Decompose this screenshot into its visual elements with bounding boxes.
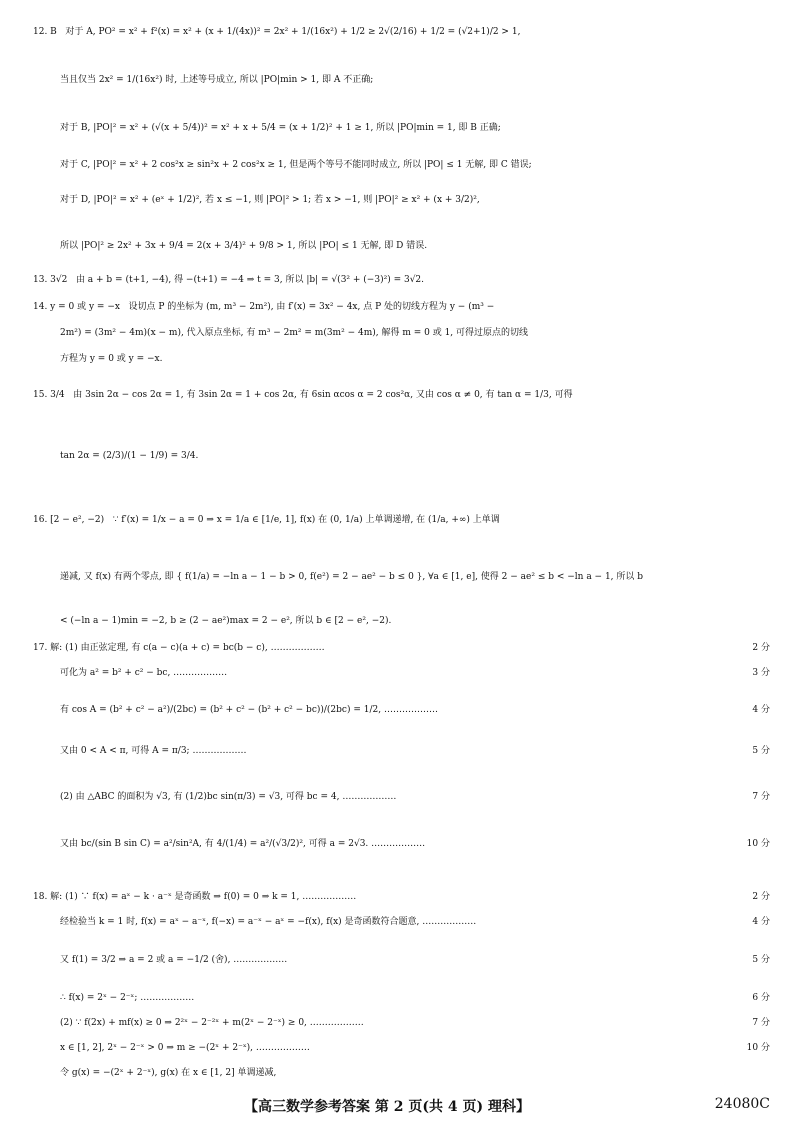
answer-text: < (−ln a − 1)min = −2, b ≥ (2 − ae²)max = 2 − e², 所以 b ∈ [2 − e², −2). xyxy=(60,616,392,626)
scored-line-q18d xyxy=(60,988,800,1008)
answer-line-q14c xyxy=(60,349,800,369)
answer-line-q13 xyxy=(33,270,800,290)
answer-line-q12b xyxy=(60,70,800,90)
score-points: 2 分 xyxy=(752,892,770,902)
answer-line-q15a xyxy=(33,385,800,405)
answer-line-q14a xyxy=(33,297,800,317)
scored-line-q18g xyxy=(60,1063,800,1083)
answer-text: 又由 bc/(sin B sin C) = a²/sin²A, 有 4/(1/4) = a²/(√3/2)², 可得 a = 2√3. xyxy=(60,839,369,849)
scored-line-q17e xyxy=(60,787,800,807)
answer-text: 可化为 a² = b² + c² − bc, xyxy=(60,668,171,678)
answer-text: 所以 |PO|² ≥ 2x² + 3x + 9/4 = 2(x + 3/4)² + 9/8 > 1, 所以 |PO| ≤ 1 无解, 即 D 错误. xyxy=(60,241,428,251)
answer-text: 14. y = 0 或 y = −x 设切点 P 的坐标为 (m, m³ − 2m²), 由 f′(x) = 3x² − 4x, 点 P 处的切线方程为 y − (m³ − xyxy=(33,302,495,312)
leader-dots: ……………… xyxy=(230,955,288,965)
scored-line-q18f xyxy=(60,1038,800,1058)
answer-line-q12d xyxy=(60,155,800,175)
scored-line-q18c xyxy=(60,950,800,970)
answer-text: 有 cos A = (b² + c² − a²)/(2bc) = (b² + c² − (b² + c² − bc))/(2bc) = 1/2, xyxy=(60,705,382,715)
answer-line-q12a xyxy=(33,22,800,42)
score-points: 5 分 xyxy=(752,746,770,756)
answer-text: 17. 解: (1) 由正弦定理, 有 c(a − c)(a + c) = bc(b − c), xyxy=(33,643,268,653)
score-points: 4 分 xyxy=(752,917,770,927)
answer-text: 当且仅当 2x² = 1/(16x²) 时, 上述等号成立, 所以 |PO|min > 1, 即 A 不正确; xyxy=(60,75,374,85)
answer-text: 对于 D, |PO|² = x² + (eˣ + 1/2)², 若 x ≤ −1, 则 |PO|² > 1; 若 x > −1, 则 |PO|² ≥ x² + (x + 3/2)², xyxy=(60,195,480,205)
answer-text: (2) ∵ f(2x) + mf(x) ≥ 0 ⇒ 2²ˣ − 2⁻²ˣ + m(2ˣ − 2⁻ˣ) ≥ 0, xyxy=(60,1018,307,1028)
document-code: 24080C xyxy=(714,1096,770,1112)
answer-text: ∴ f(x) = 2ˣ − 2⁻ˣ; xyxy=(60,993,138,1003)
answer-text: 方程为 y = 0 或 y = −x. xyxy=(60,354,163,364)
scored-line-q17c xyxy=(60,700,800,720)
answer-line-q12c xyxy=(60,118,800,138)
answer-text: 对于 B, |PO|² = x² + (√(x + 5/4))² = x² + x + 5/4 = (x + 1/2)² + 1 ≥ 1, 所以 |PO|min = 1, 即 B 正确; xyxy=(60,123,501,133)
answer-text: 12. B 对于 A, PO² = x² + f²(x) = x² + (x + 1/(4x))² = 2x² + 1/(16x²) + 1/2 ≥ 2√(2/16) + 1/2 = (√2+1)/2 > 1, xyxy=(33,27,521,37)
footer-title: 【高三数学参考答案 第 2 页(共 4 页) 理科】 xyxy=(244,1099,530,1115)
answer-text: tan 2α = (2/3)/(1 − 1/9) = 3/4. xyxy=(60,451,199,461)
answer-text: 15. 3/4 由 3sin 2α − cos 2α = 1, 有 3sin 2α = 1 + cos 2α, 有 6sin αcos α = 2 cos²α, 又由 cos α ≠ 0, 有 tan α = 1/3, 可得 xyxy=(33,390,573,400)
leader-dots: ……………… xyxy=(189,746,247,756)
leader-dots: ……………… xyxy=(253,1043,310,1053)
scored-line-q17f xyxy=(60,834,800,854)
answer-line-q12f xyxy=(60,236,800,256)
score-points: 4 分 xyxy=(752,705,770,715)
answer-text: 16. [2 − e², −2) ∵ f′(x) = 1/x − a = 0 ⇒ x = 1/a ∈ [1/e, 1], f(x) 在 (0, 1/a) 上单调递增, 在 (1/a, +∞) 上单调 xyxy=(33,515,500,525)
scored-line-q17d xyxy=(60,741,800,761)
answer-text: 又 f(1) = 3/2 ⇒ a = 2 或 a = −1/2 (舍), xyxy=(60,955,231,965)
leader-dots: ……………… xyxy=(381,705,438,715)
answer-line-q16a xyxy=(33,510,800,530)
score-points: 10 分 xyxy=(746,839,770,849)
leader-dots: ……………… xyxy=(419,917,477,927)
score-points: 6 分 xyxy=(752,993,770,1003)
scored-line-q17b xyxy=(60,663,800,683)
leader-dots: ……………… xyxy=(170,668,228,678)
answer-text: 18. 解: (1) ∵ f(x) = aˣ − k · a⁻ˣ 是奇函数 ⇒ f(0) = 0 ⇒ k = 1, xyxy=(33,892,300,902)
leader-dots: ……………… xyxy=(339,792,397,802)
answer-text: x ∈ [1, 2], 2ˣ − 2⁻ˣ > 0 ⇒ m ≥ −(2ˣ + 2⁻ˣ), xyxy=(60,1043,254,1053)
answer-line-q16b xyxy=(60,567,800,587)
answer-line-q16c xyxy=(60,611,800,631)
answer-line-q12e xyxy=(60,190,800,210)
score-points: 3 分 xyxy=(752,668,770,678)
answer-text: 对于 C, |PO|² = x² + 2 cos²x ≥ sin²x + 2 cos²x ≥ 1, 但是两个等号不能同时成立, 所以 |PO| ≤ 1 无解, 即 C 错误; xyxy=(60,160,532,170)
leader-dots: ……………… xyxy=(299,892,357,902)
answer-text: 又由 0 < A < π, 可得 A = π/3; xyxy=(60,746,190,756)
leader-dots: ……………… xyxy=(137,993,195,1003)
score-points: 2 分 xyxy=(752,643,770,653)
answer-text: (2) 由 △ABC 的面积为 √3, 有 (1/2)bc sin(π/3) = √3, 可得 bc = 4, xyxy=(60,792,340,802)
scored-line-q17a xyxy=(33,638,800,658)
answer-text: 令 g(x) = −(2ˣ + 2⁻ˣ), g(x) 在 x ∈ [1, 2] 单调递减, xyxy=(60,1068,277,1078)
score-points: 10 分 xyxy=(746,1043,770,1053)
scored-line-q18b xyxy=(60,912,800,932)
score-points: 5 分 xyxy=(752,955,770,965)
scored-line-q18e xyxy=(60,1013,800,1033)
answer-text: 经检验当 k = 1 时, f(x) = aˣ − a⁻ˣ, f(−x) = a⁻ˣ − aˣ = −f(x), f(x) 是奇函数符合题意, xyxy=(60,917,420,927)
score-points: 7 分 xyxy=(752,792,770,802)
score-points: 7 分 xyxy=(752,1018,770,1028)
answer-text: 13. 3√2 由 a + b = (t+1, −4), 得 −(t+1) = −4 ⇒ t = 3, 所以 |b| = √(3² + (−3)²) = 3√2. xyxy=(33,275,425,285)
scored-line-q18a xyxy=(33,887,800,907)
leader-dots: ……………… xyxy=(368,839,426,849)
answer-line-q15b xyxy=(60,446,800,466)
leader-dots: ……………… xyxy=(267,643,325,653)
leader-dots: ……………… xyxy=(306,1018,364,1028)
answer-text: 递减, 又 f(x) 有两个零点, 即 { f(1/a) = −ln a − 1 − b > 0, f(e²) = 2 − ae² − b ≤ 0 }, ∀a ∈ [1, e], 使得 2 − ae² ≤ b < −ln a − 1, 所以 b xyxy=(60,572,644,582)
answer-line-q14b xyxy=(60,323,800,343)
answer-text: 2m²) = (3m² − 4m)(x − m), 代入原点坐标, 有 m³ − 2m² = m(3m² − 4m), 解得 m = 0 或 1, 可得过原点的切线 xyxy=(60,328,529,338)
